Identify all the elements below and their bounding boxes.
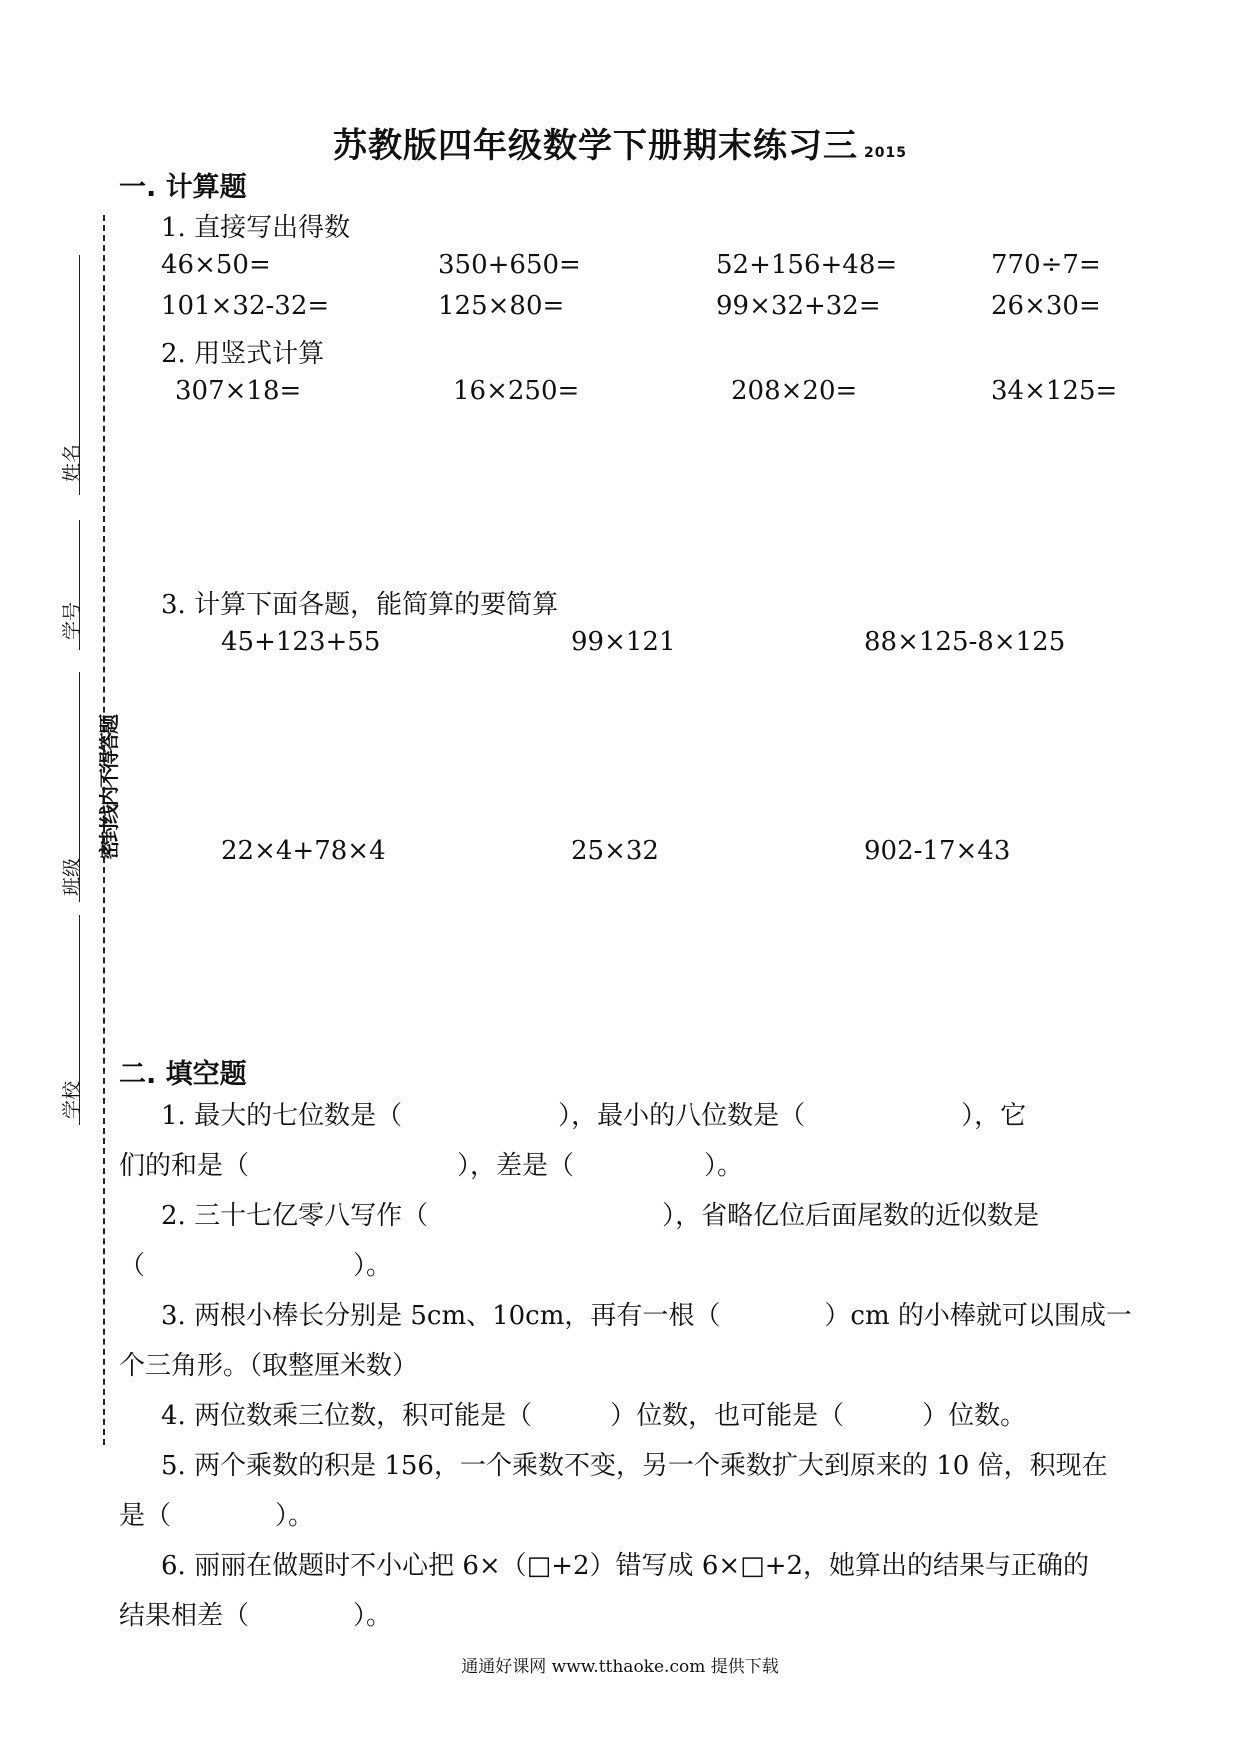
title-year: 2015: [864, 145, 907, 161]
q3-expr-4: 22×4+78×4: [221, 836, 386, 866]
q3-expr-6: 902-17×43: [864, 836, 1011, 866]
q2-expr-3: 208×20=: [731, 376, 858, 406]
q2-expr-1: 307×18=: [175, 376, 302, 406]
fill-item-6-line1: 6. 丽丽在做题时不小心把 6×（□+2）错写成 6×□+2，她算出的结果与正确的: [161, 1551, 1090, 1581]
fill-item-4-line1: 4. 两位数乘三位数，积可能是（ ）位数，也可能是（ ）位数。: [161, 1401, 1027, 1431]
section1-heading: 一. 计算题: [119, 172, 247, 203]
fill-item-3-line1: 3. 两根小棒长分别是 5cm、10cm，再有一根（ ）cm 的小棒就可以围成一: [161, 1301, 1132, 1331]
fill-item-1-line2: 们的和是（ ），差是（ ）。: [119, 1151, 744, 1181]
fill-item-6-line2: 结果相差（ ）。: [119, 1601, 393, 1631]
footer-credit: 通通好课网 www.tthaoke.com 提供下载: [461, 1657, 779, 1677]
q1-expr-4: 770÷7=: [991, 250, 1101, 280]
q1-label: 1. 直接写出得数: [161, 213, 351, 243]
margin-label-student-id: 学号: [61, 602, 83, 641]
margin-label-class: 班级: [61, 858, 83, 897]
margin-label-school: 学校: [61, 1081, 83, 1120]
seal-notice: 密封线内不得答题: [97, 716, 121, 860]
q3-expr-1: 45+123+55: [221, 627, 381, 657]
fill-item-2-line1: 2. 三十七亿零八写作（ ），省略亿位后面尾数的近似数是: [161, 1201, 1040, 1231]
q1-expr-5: 101×32-32=: [161, 291, 330, 321]
fill-item-5-line2: 是（ ）。: [119, 1501, 315, 1531]
fill-item-2-line2: （ ）。: [119, 1251, 393, 1281]
q1-expr-1: 46×50=: [161, 250, 271, 280]
fill-item-5-line1: 5. 两个乘数的积是 156，一个乘数不变，另一个乘数扩大到原来的 10 倍，积现在: [161, 1451, 1108, 1481]
q2-label: 2. 用竖式计算: [161, 339, 325, 369]
q2-expr-2: 16×250=: [453, 376, 580, 406]
q2-expr-4: 34×125=: [991, 376, 1118, 406]
q3-expr-2: 99×121: [571, 627, 676, 657]
q1-expr-8: 26×30=: [991, 291, 1101, 321]
q3-expr-3: 88×125-8×125: [864, 627, 1066, 657]
fill-item-1-line1: 1. 最大的七位数是（ ），最小的八位数是（ ），它: [161, 1101, 1027, 1131]
margin-label-name: 姓名: [61, 444, 83, 483]
fill-item-3-line2: 个三角形。（取整厘米数）: [119, 1351, 419, 1381]
section2-heading: 二. 填空题: [119, 1059, 247, 1090]
q1-expr-2: 350+650=: [438, 250, 581, 280]
q3-label: 3. 计算下面各题，能简算的要简算: [161, 590, 559, 620]
q1-expr-6: 125×80=: [438, 291, 565, 321]
q1-expr-3: 52+156+48=: [716, 250, 898, 280]
q1-expr-7: 99×32+32=: [716, 291, 881, 321]
title-text: 苏教版四年级数学下册期末练习三: [333, 126, 859, 166]
q3-expr-5: 25×32: [571, 836, 659, 866]
page-title: [0, 118, 1240, 167]
